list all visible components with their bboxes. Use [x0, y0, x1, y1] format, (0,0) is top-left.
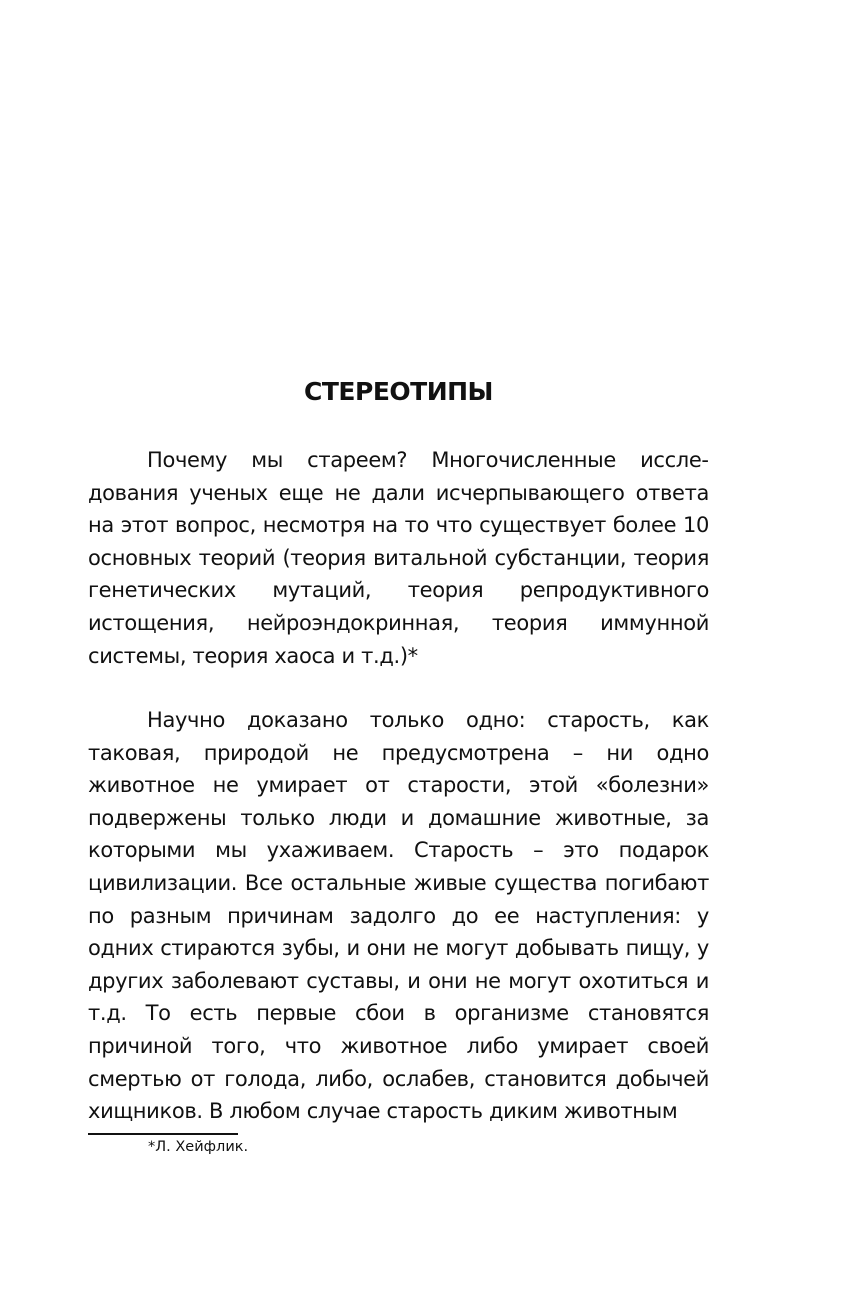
chapter-title: СТЕРЕОТИПЫ: [304, 377, 493, 406]
footnote-divider: [88, 1133, 238, 1135]
footnote: *Л. Хейфлик.: [148, 1139, 249, 1155]
paragraph-2: Научно доказано только одно: старость, как таковая, природой не предусмотрена – ни одно животное не умирает от старости, этой «болезни» подвержены только люди и домашние животные, за которыми мы ухаживаем. Старость – это подарок цивилизации. Все остальные живые существа погибают по разным причинам задолго до ее наступления: у одних стираются зубы, и они не могут добывать пищу, у других заболевают суставы, и они не могут охотиться и т.д. То есть первые сбои в организме становятся причиной того, что животное либо умирает своей смертью от голода, либо, ослабев, становится добычей хищников. В любом случае старость диким животным: [88, 708, 709, 1124]
paragraph-1: Почему мы стареем? Многочисленные исследования ученых еще не дали исчерпывающего ответа на этот вопрос, несмотря на то что существует более 10 основных теорий (теория витальной субстанции, теория генетических мутаций, теория репродуктивного истощения, нейроэндокринная, теория иммунной системы, теория хаоса и т.д.)*: [88, 448, 709, 668]
